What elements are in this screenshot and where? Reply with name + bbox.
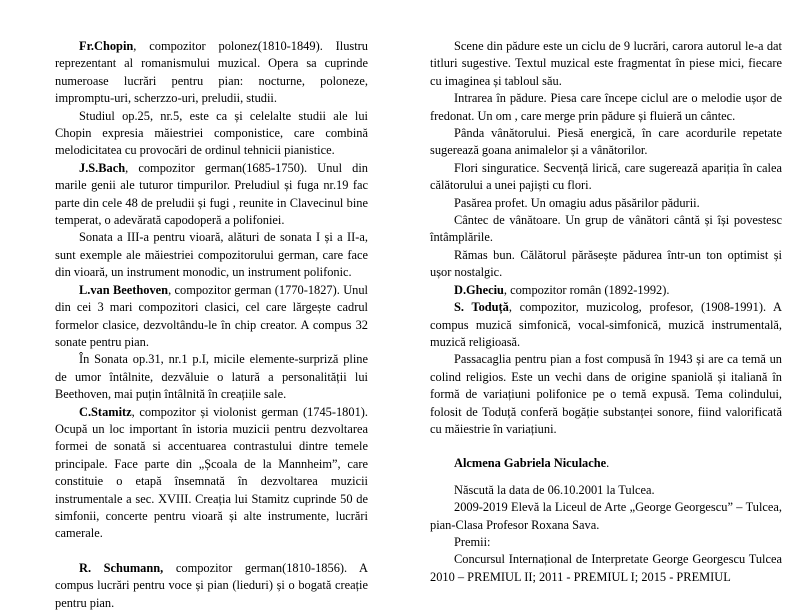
paragraph-cantec: Cântec de vânătoare. Un grup de vânători cântă și își povestesc întâmplările. bbox=[430, 213, 782, 245]
stamitz-text: , compozitor și violonist german (1745-1801). Ocupă un loc important în istoria muzicii pentru dezvoltarea formei de sonată si accentuarea contrastului dintre temele principale. Face parte din „Școala de la Mannheim”, care constituie o etapă însemnată în dezvoltarea muzicii instrumentale a sec. XVIII. Creația lui Stamitz cuprinde 50 de simfonii, concerte pentru vioară și alte instrumente, lucrări camerale. bbox=[55, 404, 368, 541]
paragraph-panda: Pânda vânătorului. Piesă energică, în care acordurile repetate sugerează goana animalelor și a vânătorilor. bbox=[430, 126, 782, 158]
composer-name-schumann: R. Schumann, bbox=[79, 560, 164, 575]
paragraph-schumann bbox=[55, 560, 368, 612]
paragraph-school: 2009-2019 Elevă la Liceul de Arte „George Georgescu” – Tulcea, pian-Clasa Profesor Roxana Sava. bbox=[430, 500, 782, 532]
composer-name-toduta: S. Toduță bbox=[454, 300, 509, 315]
paragraph-flori: Flori singuratice. Secvență lirică, care sugerează apariția în calea călătorului a unei pajiști cu flori. bbox=[430, 160, 782, 193]
performer-name: Alcmena Gabriela Niculache bbox=[454, 456, 607, 471]
paragraph-passacaglia: Passacaglia pentru pian a fost compusă în 1943 și are ca temă un colind religios. Este un vechi dans de origine spaniolă și italiană în formă de variațiuni polifonice pe o temă expusă. Tema colindului, folosit de Toduță conferă bogăție substanței sonore, fiind valorificată cu măiestrie în variațiuni. bbox=[430, 352, 782, 436]
paragraph-bach bbox=[55, 160, 368, 230]
performer-heading bbox=[430, 455, 782, 472]
paragraph-contest: Concursul Internațional de Interpretate George Georgescu Tulcea 2010 – PREMIUL II; 2011 - PREMIUL I; 2015 - PREMIUL bbox=[430, 552, 782, 584]
composer-name-gheciu: D.Gheciu bbox=[454, 282, 504, 297]
bach-text: , compozitor german(1685-1750). Unul din marile genii ale tuturor timpurilor. Preludiul și fuga nr.19 fac parte din cele 48 de preludii și fugi , reunite in Clavecinul bine temperat, o adevărată capodoperă a polifoniei. bbox=[55, 160, 368, 228]
left-column bbox=[55, 38, 368, 612]
chopin-text: , compozitor polonez(1810-1849). Ilustru reprezentant al romanismului muzical. Opera sa cuprinde numeroase lucrări pentru pian: nocturne, poloneze, impromptu-uri, scherzzo-uri, preludii, studii. bbox=[55, 39, 368, 106]
composer-name-stamitz: C.Stamitz bbox=[79, 404, 132, 419]
spacer bbox=[430, 438, 782, 455]
toduta-text: , compozitor, muzicolog, profesor, (1908-1991). A compus muzică simfonică, vocal-simfonică, muzică instrumentală, muzică religioasă. bbox=[430, 300, 782, 349]
spacer bbox=[55, 543, 368, 560]
paragraph-ramas: Rămas bun. Călătorul părăsește pădurea într-un ton optimist și ușor nostalgic. bbox=[430, 247, 782, 280]
paragraph-chopin bbox=[55, 38, 368, 108]
schumann-text: compozitor german(1810-1856). A compus lucrări pentru voce și pian (lieduri) și o bogată creație pentru pian. bbox=[55, 560, 368, 610]
spacer bbox=[430, 473, 782, 482]
paragraph-stamitz bbox=[55, 404, 368, 543]
prizes-label: Premii: bbox=[454, 534, 491, 549]
paragraph-scene-intro: Scene din pădure este un ciclu de 9 lucrări, carora autorul le-a dat titluri sugestive. Textul muzical este fragmentat în piese mici, fiecare cu imaginea și tabloul său. bbox=[430, 39, 782, 88]
paragraph-beethoven-sonata: În Sonata op.31, nr.1 p.I, micile elemente-surpriză pline de umor întâlnite, dezvăluie o latură a personalității lui Beethoven, mai puțin întâlnită în creațiile sale. bbox=[55, 352, 368, 402]
composer-name-bach: J.S.Bach bbox=[79, 160, 126, 175]
paragraph-bach-sonata: Sonata a III-a pentru vioară, alături de sonata I și a II-a, sunt exemple ale măiestriei compozitorului german, care face din vioară, un instrument monodic, un instrument polifonic. bbox=[55, 230, 368, 280]
paragraph-born: Născută la data de 06.10.2001 la Tulcea. bbox=[454, 482, 655, 497]
composer-name-beethoven: L.van Beethoven bbox=[79, 282, 169, 297]
paragraph-intrarea: Intrarea în pădure. Piesa care începe ciclul are o melodie ușor de fredonat. Un om , care merge prin pădure și fluieră un cântec. bbox=[430, 91, 782, 123]
beethoven-text: , compozitor german (1770-1827). Unul din cei 3 mari compozitori clasici, cel care lărgește cadrul formelor clasice, dezvoltându-le în chip creator. A compus 32 sonate pentru pian. bbox=[55, 282, 368, 349]
right-column bbox=[430, 38, 782, 586]
gheciu-text: , compozitor român (1892-1992). bbox=[503, 282, 670, 297]
paragraph-toduta bbox=[430, 299, 782, 351]
composer-name-chopin: Fr.Chopin bbox=[79, 39, 134, 53]
performer-name-end: . bbox=[606, 456, 610, 471]
paragraph-beethoven bbox=[55, 282, 368, 352]
paragraph-chopin-study: Studiul op.25, nr.5, este ca și celelalte studii ale lui Chopin expresia măiestriei componistice, care combină melodicitatea cu provocări de ordinul tehnicii pianistice. bbox=[55, 108, 368, 158]
paragraph-gheciu bbox=[430, 282, 782, 299]
paragraph-pasarea: Pasărea profet. Un omagiu adus păsărilor pădurii. bbox=[454, 195, 700, 210]
